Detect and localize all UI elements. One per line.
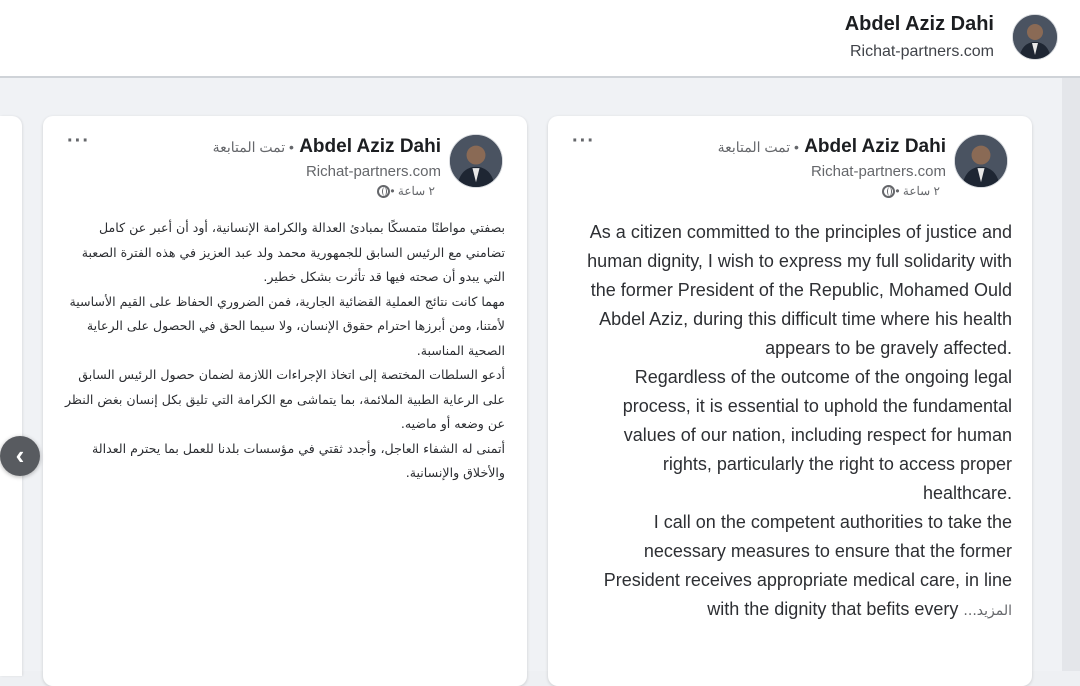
avatar[interactable] — [1012, 14, 1058, 60]
avatar-image — [450, 135, 502, 187]
post-paragraph: As a citizen committed to the principles of justice and human dignity, I wish to express my full solidarity with the former President of the Republic, Mohamed Ould Abdel Aziz, during this difficult time where his health appears to be gravely affected. — [587, 222, 1012, 358]
post-time — [371, 184, 435, 198]
follow-status: • تمت المتابعة — [212, 139, 294, 155]
profile-site: Richat-partners.com — [849, 43, 994, 60]
post-card-english[interactable] — [548, 116, 1032, 686]
chevron-left-icon: ‹ — [15, 440, 25, 470]
post-card-arabic[interactable] — [43, 116, 527, 686]
globe-icon — [882, 185, 895, 198]
author-avatar[interactable] — [954, 134, 1008, 188]
post-timestamp[interactable]: ٢ ساعة • — [390, 184, 435, 198]
author-avatar[interactable] — [449, 134, 503, 188]
post-paragraph-text: I call on the competent authorities to take the necessary measures to ensure that the former President receives appropriate medical care, in line with the dignity that befits every — [603, 512, 1012, 619]
post-paragraph: Regardless of the outcome of the ongoing legal process, it is essential to uphold the fundamental values of our nation, including respect for human rights, particularly the right to access proper healthcare. — [622, 367, 1012, 503]
post-author[interactable] — [718, 136, 946, 158]
more-options-icon[interactable]: ··· — [67, 130, 90, 152]
post-paragraph — [578, 508, 1012, 626]
previous-card-edge — [0, 116, 22, 676]
post-author[interactable] — [213, 136, 441, 158]
globe-icon — [377, 185, 390, 198]
previous-button[interactable] — [0, 436, 40, 476]
more-options-icon[interactable]: ··· — [572, 130, 595, 152]
avatar-image — [1013, 15, 1057, 59]
post-time — [876, 184, 940, 198]
follow-status: • تمت المتابعة — [717, 139, 799, 155]
see-more-link[interactable]: ...المزيد — [963, 603, 1012, 619]
post-paragraph: أتمنى له الشفاء العاجل، وأجدد ثقتي في مؤسسات بلدنا للعمل بما يحترم العدالة والأخلاق والإنسانية. — [92, 440, 505, 480]
profile-name[interactable]: Abdel Aziz Dahi — [844, 13, 994, 35]
page-header — [0, 0, 1080, 78]
post-site: Richat-partners.com — [810, 163, 946, 180]
author-name[interactable]: Abdel Aziz Dahi — [804, 136, 946, 157]
avatar-image — [955, 135, 1007, 187]
post-paragraph: بصفتي مواطنًا متمسكًا بمبادئ العدالة والكرامة الإنسانية، أود أن أعبر عن كامل تضامني مع الرئيس السابق للجمهورية محمد ولد عبد العزيز في هذه الفترة الصعبة التي يبدو أن صحته فيها قد تأثرت بشكل خطير. — [81, 220, 505, 284]
post-body — [578, 218, 1012, 626]
post-site: Richat-partners.com — [305, 163, 441, 180]
post-paragraph: أدعو السلطات المختصة إلى اتخاذ الإجراءات اللازمة لضمان حصول الرئيس السابق على الرعاية الطبية الملائمة، بما يتماشى مع الكرامة التي تليق بكل إنسان بغض النظر عن وضعه أو ماضيه. — [64, 367, 505, 431]
post-body — [63, 216, 505, 486]
scrollbar-track[interactable] — [1062, 78, 1080, 671]
post-timestamp[interactable]: ٢ ساعة • — [895, 184, 940, 198]
post-paragraph: مهما كانت نتائج العملية القضائية الجارية، فمن الضروري الحفاظ على القيم الأساسية لأمتنا، ومن أبرزها احترام حقوق الإنسان، ولا سيما الحق في الحصول على الرعاية الصحية المناسبة. — [69, 293, 505, 358]
author-name[interactable]: Abdel Aziz Dahi — [299, 136, 441, 157]
